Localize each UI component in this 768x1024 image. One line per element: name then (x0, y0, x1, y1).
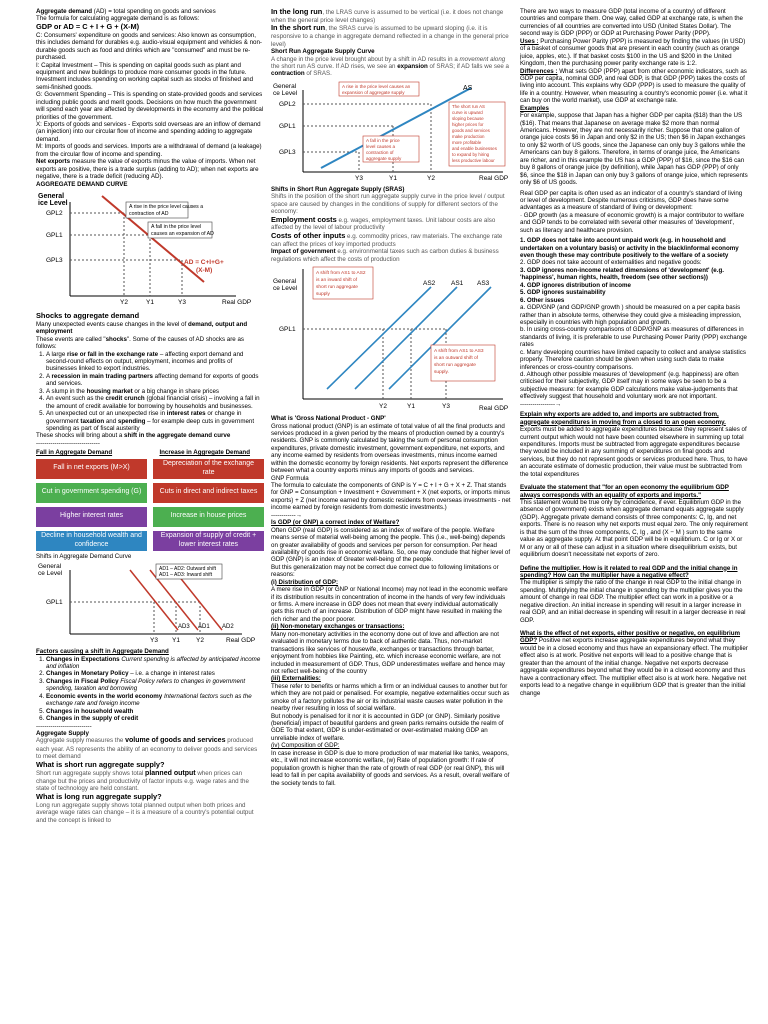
welfare-text: Often GDP (real GDP) is considered as an index of welfare of the people. Welfare means sense of material well-being among the people. This (i.e., well-being) depends on greater availability of goods and services per person for consumption. Per head availability of goods rise in economic welfare. So, one may conclude that higher level of GDP (GNP) is an index of Greater well-being of the people. (271, 526, 511, 564)
svg-text:A rise in the price level caus: A rise in the price level causes an (342, 83, 411, 89)
imports-text: M: Imports of goods and services. Imports are a withdrawal of demand (a leakage) from the circular flow of income and spending. (36, 143, 262, 158)
shocks-heading: Shocks to aggregate demand (36, 310, 140, 320)
limitation-6: 6. Other issues (520, 296, 565, 304)
ad-curve-diagram (36, 190, 264, 310)
shift2-ylabel-2: ce Level (273, 285, 298, 293)
shift-y3: Y3 (150, 637, 158, 645)
ad-gpl2: GPL2 (46, 209, 63, 217)
equilibrium-question: Evaluate the statement that "for an open economy the equilibrium GDP always corresponds with an equality of exports and imports." (520, 484, 729, 499)
sras-gpl2: GPL2 (279, 100, 296, 108)
sras-y2: Y2 (427, 174, 435, 182)
list-item: 4. Economic events in the world economy International factors such as the exchange rate and foreign income (46, 693, 264, 708)
externalities-text-2: But nobody is penalised for it nor it is accounted in GDP (or GNP). Similarly positive (beneficial) impact of beautiful gardens and green parks remains outside the realm of GDE To that extent, GDP is under-estimated or over-estimated making GDP an unreliable index of welfare. (271, 712, 504, 742)
svg-text:The short run AScurve is upwar: The short run AS curve is upward sloping because higher prices for goods and services make production more profitable and enable businesses to expand by hiring less productive labour (452, 103, 497, 163)
limitation-1: 1. GDP does not take into account unpaid work (e.g. in household and undertaken on a voluntary basis) or activity in the black/informal economy even though these may contribute positively to the welfare of a society (520, 237, 739, 259)
list-item: 2. Changes in Monetary Policy – i.e. a change in interest rates (46, 670, 264, 677)
sras-gpl1: GPL1 (279, 122, 296, 130)
gnp-heading: What is 'Gross National Product - GNP' (271, 415, 386, 423)
table-cell: Decline in household wealth and confidence (36, 531, 147, 551)
shift2-as3: AS3 (477, 280, 490, 288)
exports-imports-question: Explain why exports are added to, and imports are subtracted from, aggregate expenditures in moving from a closed to an open economy. (520, 411, 726, 426)
other-issue-b: b. In using cross-country comparisons of GDP/GNP as measures of differences in standards of living, it is preferable to use Purchasing Power Parity (PPP) exchange rates (520, 326, 747, 349)
shift-ylabel-1: General (38, 563, 62, 571)
shift-ad2: AD2 (222, 624, 234, 631)
shift2-as1: AS1 (451, 280, 464, 288)
shift2-xlabel: Real GDP (479, 405, 509, 413)
list-item: 4. An event such as the credit crunch (global financial crisis) – involving a fall in the amount of credit available for borrowing by households and businesses. (46, 395, 264, 410)
column-3 (520, 8, 748, 1020)
limitation-5: 5. GDP ignores sustainability (520, 289, 606, 297)
list-item: 3. A slump in the housing market or a big change in share prices (46, 388, 264, 395)
svg-text:A shift from AS1 to AS3is an o: A shift from AS1 to AS3 is an outward shift of short run aggregate supply. (434, 349, 484, 376)
employment-costs: Employment costs e.g. wages, employment taxes. Unit labour costs are also affected by the level of labour productivity (271, 214, 496, 232)
shift-ad3: AD3 (178, 624, 190, 631)
non-monetary-text: Many non-monetary activities in the economy done out of love and affection are not evaluated in monetary terms due to back of authentic data. Thus, non-market transactions like services of housewife, exchanges or transactions through barter, enjoyment from hobbies like Painting, etc. which increase economic welfare, are not included in measurement of GDP. Thus, GDP underestimates welfare and hence may not reflect well-being of the country (271, 630, 505, 675)
shocks-intro-2: These events are called "shocks". Some of the causes of AD shocks are as follows: (36, 335, 245, 351)
gdp-advantages: Real GDP per capita is often used as an indicator of a country's standard of living or level of development. Despite numerous criticisms, GDP does have some advantages as a measure of standard of living or development: (520, 189, 743, 212)
government-text: G: Government Spending – This is spending on state-provided goods and services including public goods and merit goods. Decisions on how much the government will spend each year are affected by developments in the economy and the political priorities of the government. (36, 91, 264, 121)
equilibrium-answer: This statement would be true only by coincidence, if ever. Equilibrium GDP in the absence of government) exists when aggregate demand equals aggregate supply (GDP). Aggregate private demand consists of three components: C, Ig, and net exports. There is no reason why net exports must equal zero. The only requirement is that the sum of the three components, C, Ig , and (X − M ) sum to the same value as aggregate supply. At that point GDP will be in equilibrium. C or Ig or X or M or any or all of these can adjust in a situation where disequilibrium exists, but equilibrium doesn't necessitate net exports of zero. (520, 499, 748, 559)
table-cell: Increase in house prices (153, 507, 264, 527)
table-cell: Higher interest rates (36, 507, 147, 527)
list-item: 5. Changes in household wealth (46, 708, 264, 715)
ad-curve-title: AGGREGATE DEMAND CURVE (36, 180, 128, 188)
non-monetary-heading: (ii) Non-monetary exchanges or transactions: (271, 623, 405, 631)
ad-ylabel-2: ice Level (38, 199, 68, 207)
sras-shifts-heading: Shifts in Short Run Aggregate Supply (SRAS) (271, 185, 405, 193)
ppp-uses: Uses : Purchasing Power Parity (PPP) is measured by finding the values (in USD) of a basket of consumer goods that are present in each country (such as orange juice, apples, etc.). If that basket costs $100 in the US and $200 in the United Kingdom, then the purchasing power parity exchange rate is 1:2. (520, 37, 746, 68)
ad-shift-diagram (36, 562, 264, 646)
ppp-differences: Differences : What sets GDP (PPP) apart from other economic indicators, such as GDP per capita, nominal GDP, and real GDP, is that GDP (PPP) takes the costs of living into account. This explains why GDP (PPP) is used to measure the quality of life in a country. However, when measuring a country's economic power (i.e. what it can buy on the world market), use GDP at exchange rate. (520, 67, 748, 105)
net-exports-text: Net exports measure the value of exports minus the value of imports. When net exports are positive, there is a trade surplus (adding to AD); when net exports are negative, there is a trade deficit (reducing AD). (36, 158, 259, 181)
ad-box2-l2: causes an expansion of AD (151, 230, 214, 237)
ad-y1: Y1 (146, 298, 154, 306)
ad-formula: GDP or AD = C + I + G + (X-M) (36, 21, 140, 31)
externalities-heading: (iii) Externalities: (271, 675, 321, 683)
list-item: 6. Changes in the supply of credit (46, 715, 264, 722)
multiplier-answer: The multiplier is simply the ratio of the change in real GDP to the initial change in spending. Multiplying the initial change in spending by the multiplier gives you the amount of change in real GDP. The multiplier effect can work in a positive or a negative direction. An initial increase in spending will result in a larger increase in real GDP, and an initial decrease in spending will result in a larger decrease in real GDP. (520, 579, 746, 624)
list-item: 2. A recession in main trading partners affecting demand for exports of goods and services. (46, 373, 264, 388)
net-exports-question: What is the effect of net exports, either positive or negative, on equilibrium GDP? Positive net exports increase aggregate expenditures beyond what they would be in a closed economy and thus have an expansionary effect. The multiplier effect also is at work. Positive net exports will lead to a positive change that is greater than the amount of the initial change. Negative net exports decrease aggregate expenditures beyond what they would be in a closed economy and thus have a contractionary effect. The multiplier effect also is at work here. Negative net exports lead to a negative change in equilibrium GDP that is greater than the initial change (520, 630, 748, 697)
sras-shifts-text: Shifts in the position of the short run aggregate supply curve in the price level / output space are caused by changes in the conditions of supply for different sectors of the economy: (271, 193, 505, 216)
table-cell: Fall in net exports (M>X) (36, 459, 147, 479)
divider: -----------------→ (520, 400, 562, 408)
ad-label-2: (X-M) (196, 266, 213, 274)
sras-as-label: AS (463, 84, 473, 92)
list-item: 3. Changes in Fiscal Policy Fiscal Policy refers to changes in government spending, taxation and borrowing (46, 678, 264, 693)
shocks-list (46, 351, 264, 433)
svg-text:A fall in the pricelevel cause: A fall in the price level causes a contraction of aggregate supply (366, 137, 402, 161)
shift-box-1: AD1 – AD2: Outward shift (159, 566, 216, 573)
limitation-4: 4. GDP ignores distribution of income (520, 281, 631, 289)
sras-curve-diagram (271, 80, 511, 184)
multiplier-question: Define the multiplier. How is it related to real GDP and the initial change in spending? How can the multiplier have a negative effect? (520, 564, 738, 579)
limitation-2: 2. GDP does not take account of externalities and negative goods: (520, 259, 702, 267)
gdp-growth: · GDP growth (as a measure of economic growth) is a major contributor to welfare and GDP tends to be correlated with several other measures of 'development', such as literacy and healthcare provision. (520, 211, 745, 234)
distribution-heading: (i) Distribution of GDP: (271, 578, 339, 586)
government-impact: Impact of government e.g. environmental taxes such as carbon duties & business regulations which affect the costs of production (271, 248, 499, 263)
shift-ad1: AD1 (198, 624, 210, 631)
sras-xlabel: Real GDP (479, 174, 509, 182)
list-item: 1. Changes in Expectations Current spending is affected by anticipated income and inflation (46, 656, 264, 671)
sras-movement-text: A change in the price level brought about by a shift in AD results in a movement along the short run AS curve. If AD rises, we see an expansion of SRAS; if AD falls we see a contraction of SRAS. (271, 55, 509, 78)
ad-factors-table (36, 459, 264, 551)
fall-ad-header: Fall in Aggregate Demand (36, 449, 113, 457)
ad-y3: Y3 (178, 298, 186, 306)
lras-question: What is long run aggregate supply? (36, 791, 162, 801)
limitation-3: 3. GDP ignores non-income related dimensions of 'development' (e.g. 'happiness', human rights, health, freedom (see other sections)) (520, 266, 724, 282)
table-cell: Cut in government spending (G) (36, 483, 147, 503)
ad-ylabel-1: General (38, 192, 65, 200)
sras-gpl3: GPL3 (279, 148, 296, 156)
shift-y1: Y1 (172, 637, 180, 645)
sras-ylabel-2: ce Level (273, 89, 298, 97)
ad-gpl3: GPL3 (46, 256, 63, 264)
ad-y2: Y2 (120, 298, 128, 306)
consumption-text: C: Consumers' expenditure on goods and services: Also known as consumption, this includes demand for durables e.g. audio-visual equipment and vehicles & non-durable goods such as food and drinks which are "consumed" and must be re-purchased. (36, 31, 262, 62)
column-1 (36, 8, 264, 1020)
lras-answer: Long run aggregate supply shows total planned output when both prices and average wage rates can change – it is a measure of a country's potential output and the concept is linked to (36, 801, 254, 824)
factors-list (46, 656, 264, 723)
as-definition: Aggregate supply measures the volume of goods and services produced each year. AS represents the ability of an economy to deliver goods and services to meet demand (36, 737, 258, 761)
divider: --------------------------- (36, 722, 92, 730)
aggregate-supply-heading: Aggregate Supply (36, 729, 89, 737)
shift-xlabel: Real GDP (226, 637, 256, 645)
shocks-intro: Many unexpected events cause changes in the level of demand, output and employment (36, 320, 248, 336)
gnp-text: Gross national product (GNP) is an estimate of total value of all the final products and services produced in a given period by the means of production owned by a country's residents. GNP is commonly calculated by taking the sum of personal consumption expenditures, private domestic investment, government expenditure, net exports, and any income earned by residents from overseas investments, minus income earned within the domestic economy by foreign residents. Net exports represent the difference between what a country exports minus any imports of goods and services. (271, 422, 509, 475)
long-run-text: In the long run, the LRAS curve is assumed to be vertical (i.e. it does not change when the general price level changes) (271, 8, 504, 24)
table-cell: Depreciation of the exchange rate (153, 459, 264, 479)
divider: ------------------------------- (36, 439, 100, 447)
ad-box1-l2: contraction of AD (129, 210, 169, 217)
shift2-gpl1: GPL1 (279, 326, 296, 334)
ad-box2-l1: A fall in the price level (151, 223, 202, 230)
ad-box1-l1: A rise in the price level causes a (129, 203, 204, 210)
shift-y2: Y2 (196, 637, 204, 645)
table-cell: Expansion of supply of credit + lower interest rates (153, 531, 264, 551)
other-inputs: Costs of other inputs e.g. commodity prices, raw materials. The exchange rate can affect the prices of key imported products (271, 230, 503, 248)
externalities-text: These refer to benefits or harms which a firm or an individual causes to another but for which they are not paid or penalised. For example, negative externalities occur such as smoke of a factory pollutes the air or its industrial waste causes water pollution in the nearby river resulting in loss of social welfare. (271, 682, 510, 713)
increase-ad-header: Increase in Aggregate Demand (159, 449, 250, 457)
welfare-heading: Is GDP (or GNP) a correct index of Welfare? (271, 519, 400, 527)
ad-gpl1: GPL1 (46, 231, 63, 239)
examples-heading: Examples (520, 104, 549, 112)
gnp-formula-text: The formula to calculate the components of GNP is Y = C + I + G + X + Z. That stands for GNP = Consumption + Investment + Government + X (net exports, or imports minus exports) + Z (net income earned by domestic residents from overseas investments - net income earned by foreign residents from domestic investments.) (271, 482, 511, 512)
sras-y3: Y3 (355, 174, 363, 182)
examples-text: For example, suppose that Japan has a higher GDP per capita ($18) than the US ($16). That means that Japanese on average make $2 more than normal Americans. However, they are not necessarily richer. Suppose that one gallon of orange juice costs $6 in Japan and only $2 in the US; then $6 in Japan exchanges to only $2 worth of US goods, since the Japanese can only buy 3 gallons while the Americans can buy 8 gallons. Therefore, in terms of orange juice, the Americans are richer, and in this example the US has a GDP (PPP) of $16, since the $16 can buy 8 gallons of orange juice (by definition), while Japan has GDP (PPP) of only $6, since the $18 in Japan can only buy 3 gallons of orange juice, which represents only $6 of US goods. (520, 112, 748, 187)
list-item: 5. An unexpected cut or an unexpected rise in interest rates or change in government taxation and spending – for example deep cuts in government spending as part of fiscal austerity (46, 410, 264, 432)
list-item: 1. A large rise or fall in the exchange rate – affecting export demand and second-round effects on output, employment, incomes and profits of businesses linked to export industries. (46, 351, 264, 373)
sras-heading: Short Run Aggregate Supply Curve (271, 48, 375, 56)
ad-label-1: AD = C+I+G+ (184, 258, 224, 266)
table-cell: Cuts in direct and indirect taxes (153, 483, 264, 503)
shift2-as2: AS2 (423, 280, 436, 288)
distribution-text: A mere rise in GDP (or GNP or National Income) may not lead in the economic welfare if its distribution results in concentration of income in the hands of very few individuals or firms. A mere increase in GDP does not mean that every individual automatically gets this much of an increase. Distribution of GDP might have resulted in making the rich richer and the poor poorer. (271, 586, 508, 623)
sras-answer: Short run aggregate supply shows total planned output when prices can change but the prices and productivity of factor inputs e.g. wage rates and the state of technology are held constant. (36, 769, 249, 793)
sras-ylabel-1: General (273, 82, 297, 90)
shift2-y3: Y3 (442, 403, 450, 411)
sras-y1: Y1 (389, 174, 397, 182)
welfare-limitations: But this generalization may not be correct due correct due to following limitations or reasons: (271, 563, 499, 579)
sras-shift-diagram (271, 265, 511, 413)
divider: ------------→ (271, 511, 302, 519)
shocks-conclusion: These shocks will bring about a shift in the aggregate demand curve (36, 432, 231, 440)
column-2 (271, 8, 511, 1020)
other-issue-c: c. Many developing countries have limited capacity to collect and analyse statistics properly. Therefore caution should be given when using such data to make inferences or cross-country comparisons. (520, 348, 746, 371)
shifts-ad-title: Shifts in Aggregate Demand Curve (36, 552, 132, 560)
shift-box-2: AD1 – AD3: Inward shift (159, 572, 213, 579)
other-issue-d: d. Although other possible measures of 'development' (e.g. happiness) are often criticised for their subjectivity, GDP itself may in some ways be seen to be a subjective measure: for example GDP calculations make value-judgements that effectively suggest that household and voluntary work are not important. (520, 371, 739, 401)
sras-question: What is short run aggregate supply? (36, 759, 165, 769)
shift2-ylabel-1: General (273, 278, 297, 286)
shift2-y1: Y1 (407, 403, 415, 411)
shift-ylabel-2: ce Level (38, 570, 63, 578)
exports-imports-answer: Exports must be added to aggregate expenditures because they represent sales of current output which would not have been counted elsewhere in summing up total expenditures. Imports must be subtracted from aggregate expenditures because they would be included in any summing of expenditures on final goods and services, but they do not represent goods or services produced here. Thus, to have an accurate estimate of domestic production, their value must be subtracted from the total expenditures (520, 426, 748, 478)
exports-text: X: Exports of goods and services - Exports sold overseas are an inflow of demand (an injection) into our circular flow of income and spending adding to aggregate demand. (36, 121, 261, 143)
factors-heading: Factors causing a shift in Aggregate Demand (36, 648, 169, 656)
svg-text:A shift from AS1 to AS2is an i: A shift from AS1 to AS2 is an inward shift of short run aggregate supply (316, 271, 366, 298)
ad-xlabel: Real GDP (222, 298, 252, 306)
formula-intro: The formula for calculating aggregate demand is as follows: (36, 15, 200, 23)
composition-heading: (iv) Composition of GDP: (271, 742, 340, 750)
shift2-y2: Y2 (379, 403, 387, 411)
ppp-intro: There are two ways to measure GDP (total income of a country) of different countries and compare them. One way, called GDP at exchange rate, is when the currencies of all countries are converted into USD (United States Dollar). The second way is GDP (PPP) or GDP at Purchasing Power Parity (PPP). (520, 8, 743, 38)
investment-text: I: Capital Investment – This is spending on capital goods such as plant and equipment and new buildings to produce more consumer goods in the future. Investment includes spending on working capital such as stocks of finished and semi-finished goods. (36, 61, 254, 91)
composition-text: In case increase in GDP is due to more production of war material like tanks, weapons, etc., it will not increase economic welfare, (w) Rate of population growth: If rate of population growth is higher than the rate of growth of real GDP (or real GNP), this will lead to fall in per capita availability of goods and services. As a result, overall welfare of the society tends to fall. (271, 749, 510, 787)
ad-definition: Aggregate demand (AD) = total spending on goods and services (36, 8, 216, 15)
other-issue-a: a. GDP/GNP (and GDP/GNP growth ) should be measured on a per capita basis rather than in absolute terms, otherwise they could give a misleading impression, especially in countries with high population and growth. (520, 304, 742, 326)
short-run-text: In the short run, the SRAS curve is assumed to be upward sloping (i.e. it is responsive to a change in aggregate demand reflected in a change in the general price level) (271, 23, 509, 48)
shift-gpl1: GPL1 (46, 599, 63, 607)
svg-text:expansion of aggregate supply: expansion of aggregate supply (342, 89, 405, 95)
gnp-formula-heading: GNP Formula (271, 474, 309, 482)
ad-table-headers (36, 449, 264, 456)
